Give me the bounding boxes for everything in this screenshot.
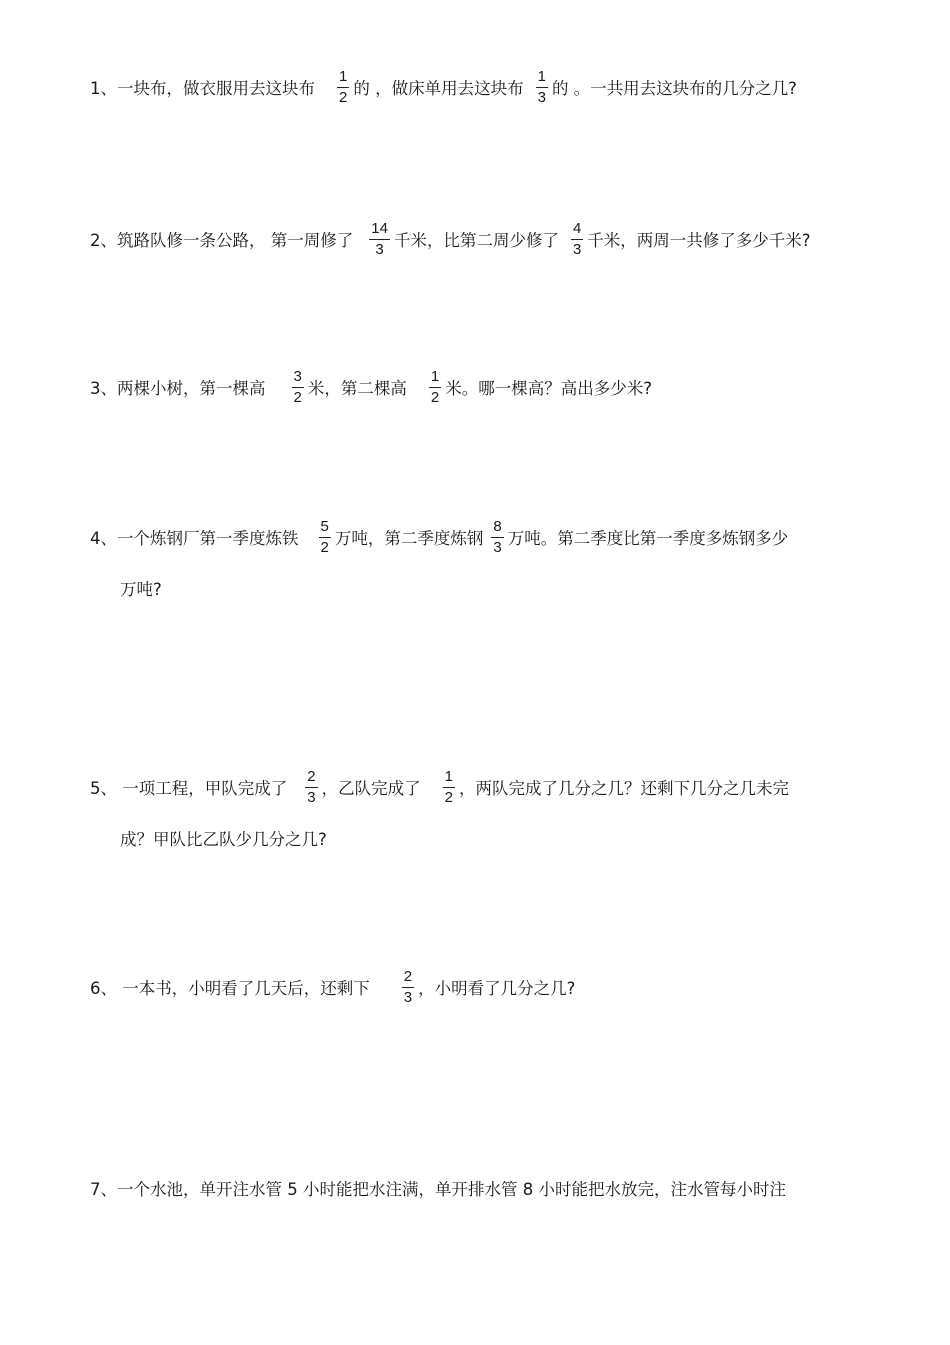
problem-1-text-b: 的 ，做床单用去这块布 [353, 79, 524, 98]
problem-1-fraction-b: $\frac{1}{3}$ [537, 67, 546, 106]
problem-4-fraction-b: $\frac{8}{3}$ [493, 517, 502, 556]
problem-7-text-a: 7、一个水池，单开注水管 5 小时能把水注满，单开排水管 8 小时能把水放完，注水管每小时注 [90, 1180, 786, 1199]
problem-1-text-a: 1、一块布，做衣服用去这块布 [90, 79, 315, 98]
problem-5-fraction-b: $\frac{1}{2}$ [444, 767, 453, 806]
problem-4-text-b: 万吨，第二季度炼钢 [334, 529, 484, 548]
problem-2-fraction-a: $\frac{14}{3}$ [371, 219, 388, 258]
problem-4 [90, 513, 890, 561]
problem-4-continuation [120, 564, 890, 612]
problem-4-text-c: 万吨。第二季度比第一季度多炼钢多少 [507, 529, 789, 548]
problem-5-text-a: 5、 一项工程，甲队完成了 [90, 779, 288, 798]
problem-2-text-a: 2、筑路队修一条公路， 第一周修了 [90, 231, 354, 250]
problem-3-fraction-a: $\frac{3}{2}$ [293, 367, 302, 406]
problem-2-text-b: 千米，比第二周少修了 [393, 231, 559, 250]
problem-5-continuation [120, 814, 890, 862]
problem-4-text-a: 4、一个炼钢厂第一季度炼铁 [90, 529, 299, 548]
problem-3-text-b: 米，第二棵高 [307, 379, 407, 398]
problem-5-text-b: ，乙队完成了 [321, 779, 421, 798]
problem-5-text-c: ，两队完成了几分之几？还剩下几分之几未完 [458, 779, 789, 798]
problem-3-fraction-b: $\frac{1}{2}$ [430, 367, 440, 406]
problem-3-text-c: 米。哪一棵高？高出多少米? [445, 379, 652, 398]
problem-2-text-c: 千米，两周一共修了多少千米? [587, 231, 811, 250]
problem-2-fraction-b: $\frac{4}{3}$ [572, 219, 582, 258]
problem-3-text-a: 3、两棵小树，第一棵高 [90, 379, 266, 398]
problem-1-text-c: 的 。一共用去这块布的几分之几? [551, 79, 797, 98]
problem-6 [90, 963, 890, 1011]
problem-4-fraction-a: $\frac{5}{2}$ [320, 517, 329, 556]
problem-3 [90, 363, 890, 411]
problem-1-fraction-a: $\frac{1}{2}$ [339, 67, 348, 106]
problem-4-text-d: 万吨? [120, 580, 162, 599]
problem-5 [90, 763, 890, 811]
problem-5-text-d: 成？甲队比乙队少几分之几? [120, 830, 327, 849]
problem-6-text-b: ，小明看了几分之几? [418, 979, 576, 998]
problem-2 [90, 215, 890, 263]
problem-6-fraction-a: $\frac{2}{3}$ [403, 967, 413, 1006]
problem-6-text-a: 6、 一本书，小明看了几天后，还剩下 [90, 979, 370, 998]
problem-7 [90, 1164, 890, 1212]
problem-5-fraction-a: $\frac{2}{3}$ [307, 767, 316, 806]
problem-1 [90, 63, 890, 111]
